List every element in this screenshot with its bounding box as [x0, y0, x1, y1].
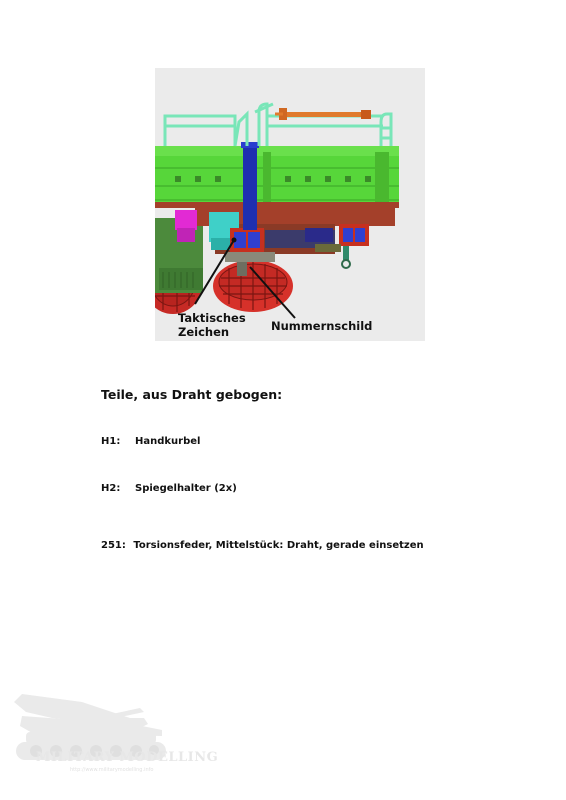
- truck-rear-drawing: [155, 68, 425, 341]
- vehicle-rear-illustration: [155, 68, 425, 341]
- part-description: Torsionsfeder, Mittelstück: Draht, gerade einsetzen: [133, 540, 424, 551]
- section-heading: Teile, aus Draht gebogen:: [101, 387, 283, 402]
- part-code: H1:: [101, 436, 121, 447]
- watermark-logo: [12, 678, 219, 778]
- part-description: Spiegelhalter (2x): [135, 483, 237, 494]
- callout-tactical-sign: Taktisches Zeichen: [178, 311, 246, 339]
- part-row-251: [101, 540, 424, 551]
- cargo-bed: [155, 146, 399, 208]
- watermark-title: MILITARY MODELLING: [36, 750, 219, 765]
- watermark-url: http://www.militarymodelling.info: [70, 767, 154, 773]
- tail-light-right: [339, 224, 369, 246]
- callout-number-plate: Nummernschild: [271, 319, 373, 333]
- part-description: Handkurbel: [135, 436, 201, 447]
- blue-mount: [243, 146, 257, 230]
- part-code: 251:: [101, 540, 126, 551]
- part-row-h1: [101, 436, 201, 447]
- part-row-h2: [101, 483, 237, 494]
- part-code: H2:: [101, 483, 121, 494]
